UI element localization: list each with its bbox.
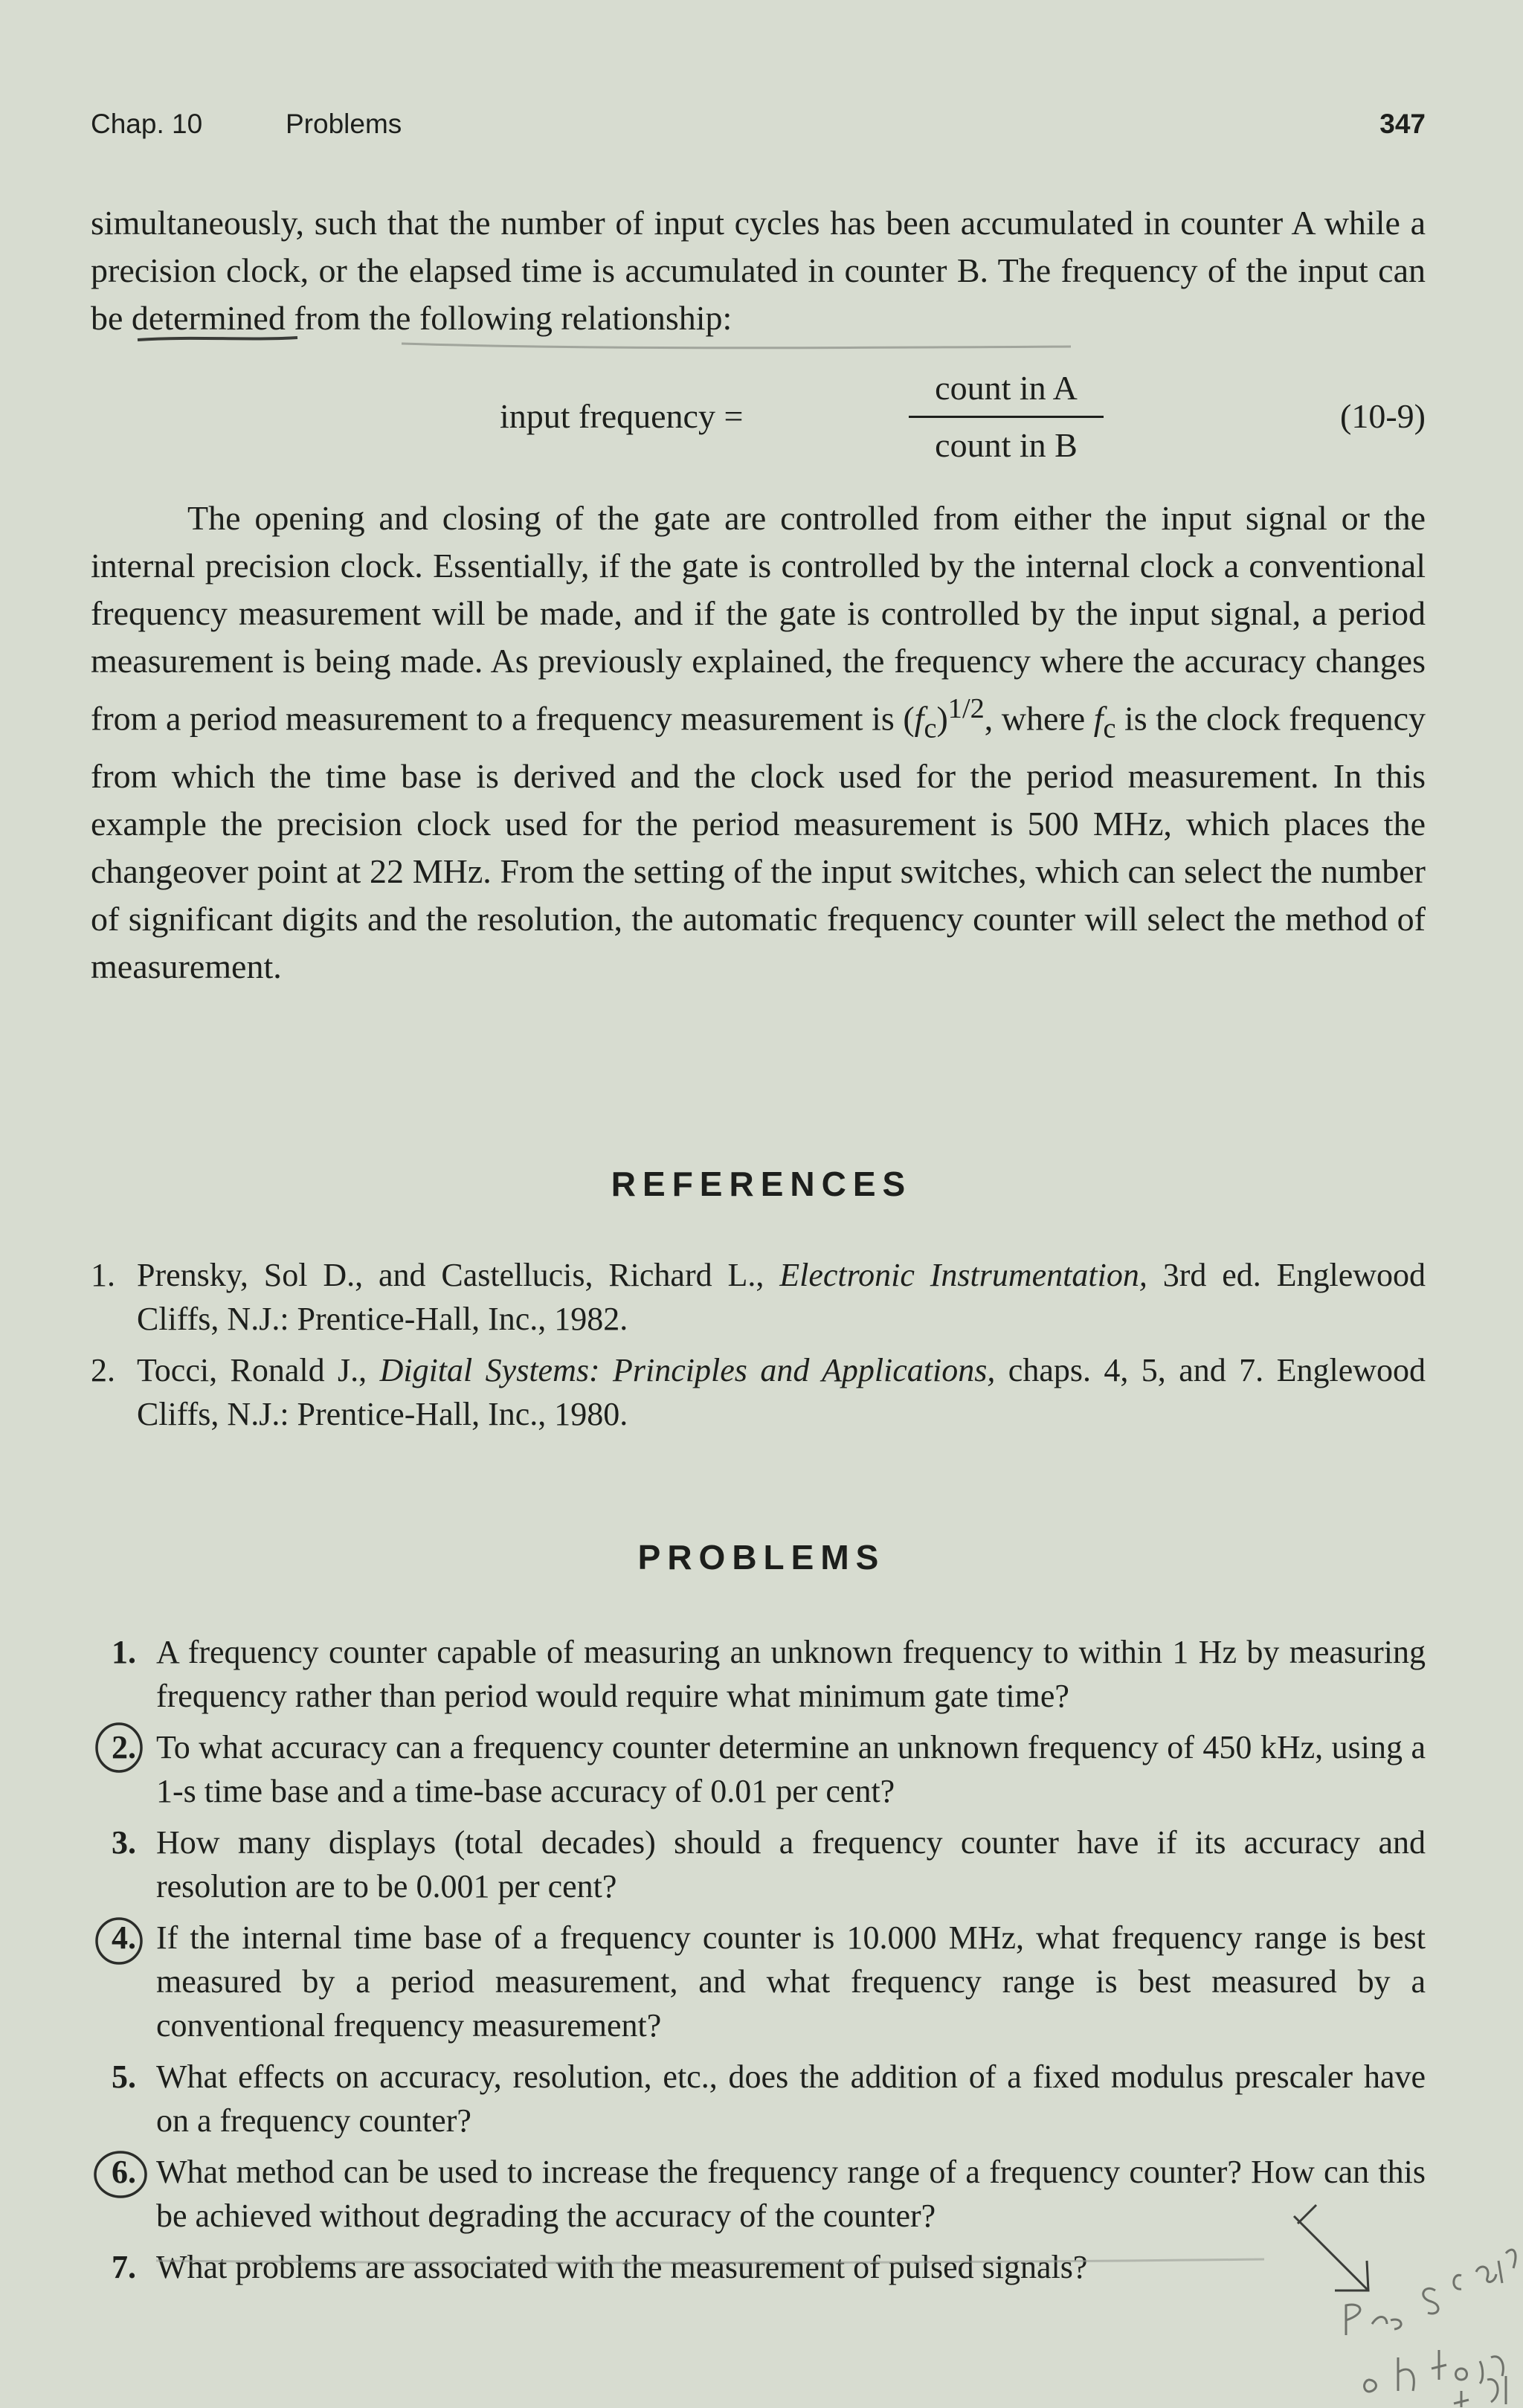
reference-item xyxy=(91,1253,1426,1341)
problem-text: How many displays (total decades) should a frequency counter have if its accuracy and resolution are to be 0.001 per cent? xyxy=(156,1824,1426,1905)
problem-item xyxy=(112,2150,1426,2238)
references-heading: REFERENCES xyxy=(611,1165,912,1203)
paragraph-gate-control xyxy=(91,495,1426,991)
para-text: , where xyxy=(984,699,1094,738)
problem-number: 2. xyxy=(112,1729,136,1765)
reference-publisher: 3rd ed. Englewood Cliffs, N.J.: Prentice-Hall, Inc., 1982. xyxy=(137,1257,1426,1337)
reference-number: 1. xyxy=(91,1257,115,1293)
para-text: The opening and closing of the gate are controlled from either the input signal or the internal precision clock. Essentially, if the gate is controlled by the internal clock a conventional frequency measurement will be made, and if the gate is controlled by the input signal, a period measurement is being made. As previously explained, the frequency where the accuracy changes from a period measurement to a frequency measurement is ( xyxy=(91,499,1426,738)
running-header xyxy=(91,109,1426,146)
problem-text: What problems are associated with the measurement of pulsed signals? xyxy=(156,2249,1088,2285)
page-number: 347 xyxy=(1379,109,1426,139)
reference-item xyxy=(91,1348,1426,1436)
chapter-label: Chap. 10 xyxy=(91,109,203,139)
problem-item xyxy=(112,2245,1426,2289)
fraction-bar xyxy=(909,416,1104,418)
underline-stroke xyxy=(402,344,1071,348)
reference-title: Digital Systems: Principles and Applications, xyxy=(379,1352,996,1388)
problem-text: What effects on accuracy, resolution, etc., does the addition of a fixed modulus prescaler have on a frequency counter? xyxy=(156,2058,1426,2139)
problem-text: What method can be used to increase the frequency range of a frequency counter? How can this be achieved without degrading the accuracy of the counter? xyxy=(156,2154,1426,2234)
equation-numerator: count in A xyxy=(935,369,1078,407)
problem-number: 4. xyxy=(112,1919,136,1956)
equation-fraction xyxy=(909,367,1104,467)
problem-item xyxy=(112,1916,1426,2047)
symbol-f: f xyxy=(1093,699,1104,738)
reference-authors: Tocci, Ronald J., xyxy=(137,1352,380,1388)
equation-10-9 xyxy=(91,367,1426,471)
symbol-f: f xyxy=(914,699,924,738)
problem-text: If the internal time base of a frequency counter is 10.000 MHz, what frequency range is best measured by a period measurement, and what frequency range is best measured by a conventional frequency measurement? xyxy=(156,1919,1426,2044)
reference-title: Electronic Instrumentation, xyxy=(779,1257,1147,1293)
superscript-half: 1/2 xyxy=(947,693,985,724)
section-label: Problems xyxy=(286,109,402,139)
problem-text: To what accuracy can a frequency counter determine an unknown frequency of 450 kHz, using a 1-s time base and a time-base accuracy of 0.01 per cent? xyxy=(156,1729,1426,1809)
equation-number: (10-9) xyxy=(1340,397,1426,435)
problem-number: 6. xyxy=(112,2154,136,2190)
equation-denominator: count in B xyxy=(935,426,1078,464)
paragraph-intro: simultaneously, such that the number of input cycles has been accumulated in counter A while a precision clock, or the elapsed time is accumulated in counter B. The frequency of the input can be determined from the following relationship: xyxy=(91,204,1426,337)
subscript-c: c xyxy=(1103,712,1116,744)
reference-publisher: chaps. 4, 5, and 7. Englewood Cliffs, N.J.: Prentice-Hall, Inc., 1980. xyxy=(137,1352,1426,1432)
handwriting-stroke xyxy=(1454,2376,1506,2407)
references-list xyxy=(91,1253,1426,1443)
equation-lhs: input frequency = xyxy=(500,397,744,435)
problems-list xyxy=(112,1630,1426,2296)
problem-item xyxy=(112,2055,1426,2143)
problem-number: 5. xyxy=(112,2058,136,2095)
handwriting-stroke xyxy=(1365,2350,1504,2392)
paren-close: ) xyxy=(936,699,948,738)
reference-authors: Prensky, Sol D., and Castellucis, Richard L., xyxy=(137,1257,780,1293)
subscript-c: c xyxy=(924,712,937,744)
problem-number: 1. xyxy=(112,1634,136,1670)
problem-item xyxy=(112,1630,1426,1718)
problem-number: 7. xyxy=(112,2249,136,2285)
problem-item xyxy=(112,1725,1426,1813)
reference-number: 2. xyxy=(91,1352,115,1388)
problems-heading: PROBLEMS xyxy=(637,1538,886,1577)
problem-item xyxy=(112,1821,1426,1908)
problem-text: A frequency counter capable of measuring an unknown frequency to within 1 Hz by measuring frequency rather than period would require what minimum gate time? xyxy=(156,1634,1426,1714)
para-text: is the clock frequency from which the time base is derived and the clock used for the period measurement. In this example the precision clock used for the period measurement is 500 MHz, which places the changeover point at 22 MHz. From the setting of the input switches, which can select the number of significant digits and the resolution, the automatic frequency counter will select the method of measurement. xyxy=(91,699,1426,985)
problem-number: 3. xyxy=(112,1824,136,1861)
